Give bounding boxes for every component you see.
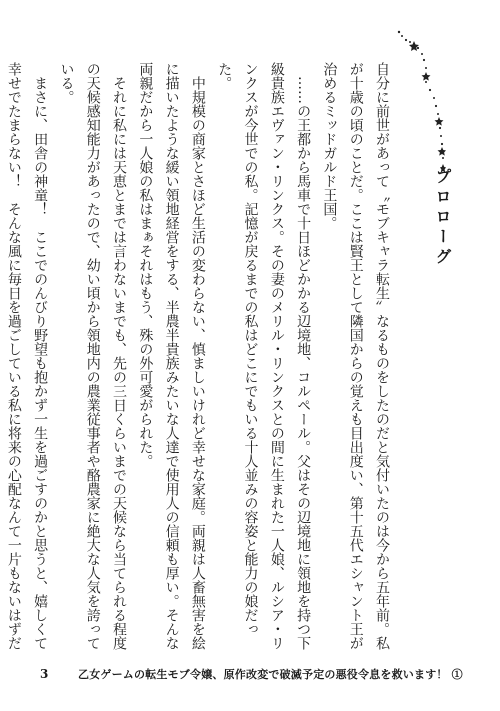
star-dot-trail [398, 31, 444, 159]
paragraph: 中規模の商家とさほど生活の変わらない、慎ましいけれど幸せな家庭。両親は人畜無害を絵に描いたような緩い領地経営をする、半農半貴族みたいな人達で使用人の信頼も厚い。そんな両親だから一人娘の私はまぁそれはもう、殊の外可愛がられた。 [137, 62, 206, 650]
paragraph: それに私には天恵とまでは言わないまでも、先の三日くらいまでの天候なら当てられる程度の天候感知能力があったので、幼い頃から領地内の農業従事者や酪農家に絶大な人気を誇っている。 [58, 62, 128, 650]
page-number: 3 [40, 667, 49, 681]
star-ornament [396, 28, 446, 178]
paragraph: ……の王都から馬車で十日ほどかかる辺境地、コルペール。父はその辺境地に領地を持つ下級貴族エヴァン・リンクス。その妻のメリル・リンクスとの間に生まれた一人娘、ルシア・リンクスが今世での私。記憶が戻るまでの私はどこにでもいる十人並みの容姿と能力の娘だった。 [216, 62, 312, 650]
star-icon [409, 41, 446, 173]
page-footer [40, 664, 480, 684]
paragraph: まさに、田舎の神童！ ここでのんびり野望も抱かず一生を過ごすのかと思うと、嬉しくて幸せでたまらない！ そんな風に毎日を過ごしている私に将来の心配なんて一片もないはずだ [5, 62, 49, 650]
body-text [5, 62, 395, 652]
chapter-title: プロローグ [433, 168, 452, 268]
paragraph: 自分に前世があって〝モブキャラ転生〟なるものをしたのだと気付いたのは今から五年前。私が十歳の頃のことだ。ここは賢王として隣国からの覚えも目出度い、第十五代エシャント王が治めるミッドガルド王国。 [321, 62, 390, 650]
running-title: 乙女ゲームの転生モブ令嬢、原作改変で破滅予定の悪役令息を救います！ ① [78, 668, 463, 681]
